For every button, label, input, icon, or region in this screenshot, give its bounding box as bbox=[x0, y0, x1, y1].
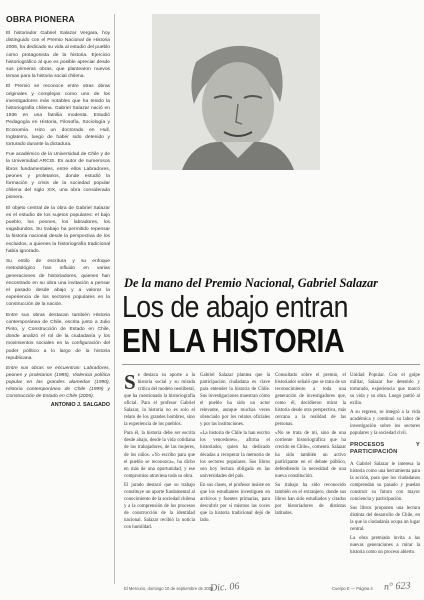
article-paragraph: «No se trata de mí, sino de una corriente historiográfica que ha crecido en Chile», comentó. Salazar ha sido también un activo participante en el debate público, defendiendo la necesidad de una nueva constitución. bbox=[275, 431, 346, 479]
article-column-2 bbox=[200, 372, 270, 574]
article-kicker: De la mano del Premio Nacional, Gabriel Salazar bbox=[124, 276, 379, 290]
sidebar-paragraph: Su estilo de escritura y su enfoque metodológico han influido en varias generaciones de historiadores, quienes han encontrado en su obra una invitación a pensar el pasado desde abajo y a valorar la experiencia de los sectores populares en la construcción de la nación. bbox=[6, 259, 110, 308]
article-paragraph: Unidad Popular. Con el golpe militar, Salazar fue detenido y torturado, experiencia que marcó su vida y su obra. Luego partió al exilio. bbox=[350, 373, 420, 407]
portrait-photo bbox=[152, 14, 320, 170]
sidebar-paragraph: El historiador Gabriel Salazar Vergara, hoy distinguido con el Premio Nacional de Historia 2006, ha dedicado su vida al estudio del pueblo como protagonista de la historia. Ejercicio historiográfico al que es posible apreciar desde sus primeras obras, que plantearon nuevos temas para la historia social chilena. bbox=[6, 31, 110, 80]
drop-cap: S bbox=[124, 372, 136, 394]
sidebar-box bbox=[6, 14, 110, 588]
article-paragraph: En sus clases, el profesor insiste en que los estudiantes investiguen en archivos y fuentes primarias, para descubrir por sí mismos las voces que la historia tradicional dejó de lado. bbox=[200, 482, 270, 523]
article-paragraph: e destaca su aporte a la historia social y su mirada crítica del modelo neoliberal, que ha cuestionado la historiografía oficial. Para el profesor Gabriel Salazar, la historia no es solo el relato de los grandes hombres, sino la experiencia de los pueblos. bbox=[124, 373, 195, 428]
handwritten-date: Dic. 06 bbox=[209, 580, 240, 595]
article-paragraph: A su regreso, se integró a la vida académica y continuó su labor de investigación sobre los sectores populares y la sociedad civil. bbox=[350, 410, 420, 437]
article-paragraph: A Gabriel Salazar le interesa la historia como una herramienta para la acción, para que los ciudadanos comprendan su pasado y puedan construir su futuro con mayor conciencia y participación. bbox=[350, 461, 420, 502]
footer-left: El Mercurio, domingo 10 de septiembre de 2006 bbox=[124, 586, 214, 591]
article-paragraph: La obra premiada invita a las nuevas generaciones a mirar la historia como un proceso abierto. bbox=[350, 535, 420, 556]
article-column-4 bbox=[350, 372, 420, 574]
sidebar-paragraph: El objeto central de la obra de Gabriel Salazar es el estudio de los sujetos populares: el bajo pueblo, los peones, los labradores, los vagabundos. Su trabajo ha permitido repensar la historia nacional desde la perspectiva de los excluidos, a quienes la historiografía tradicional había ignorado. bbox=[6, 205, 110, 254]
article-paragraph: Para él, la historia debe ser escrita desde abajo, desde la vida cotidiana de los trabajadores, de las mujeres, de los niños. «Yo escribo para que el pueblo se reconozca», ha dicho en más de una oportunidad, y ese compromiso atraviesa toda su obra. bbox=[124, 431, 195, 479]
sidebar-author: ANTONIO J. SALGADO bbox=[50, 401, 110, 408]
section-heading: PROCESOS Y PARTICIPACIÓN bbox=[350, 442, 420, 456]
portrait-illustration bbox=[152, 14, 320, 170]
headline-line-1: Los de abajo entran bbox=[122, 289, 348, 324]
article-column-3 bbox=[275, 372, 346, 574]
sidebar-bibliography: Entre sus obras se encuentran: Labradores, peones y proletarios (1985), Violencia política popular en las grandes alamedas (1990), Historia contemporánea de Chile (1999) y Construcción de Estado en Chile (2005). bbox=[6, 365, 110, 399]
sidebar-paragraph: El Premio se reconoce entre otras obras originales y complejas como uno de los investigadores más notables que ha tenido la historiografía chilena. Gabriel Salazar nació en 1936 en una familia modesta. Estudió Pedagogía en Historia, Filosofía, Sociología y Economía. Hizo un doctorado en Hull, Inglaterra, luego de haber sido detenido y torturado durante la dictadura. bbox=[6, 84, 110, 148]
sidebar-paragraph: Entre sus obras destacan también Historia contemporánea de Chile, escrita junto a Julio Pinto, y Construcción de Estado en Chile, donde analizó el rol de la ciudadanía y los movimientos sociales en la configuración del poder político a lo largo de la historia republicana. bbox=[6, 312, 110, 361]
article-paragraph: Gabriel Salazar plantea que la participación ciudadana es clave para entender la historia de Chile. Sus investigaciones muestran cómo el pueblo ha sido un actor relevante, aunque muchas veces silenciado por los relatos oficiales y por las instituciones. bbox=[200, 373, 270, 428]
article-paragraph: Su trabajo ha sido reconocido también en el extranjero, donde sus libros han sido estudiados y citados por historiadores de distintas latitudes. bbox=[275, 482, 346, 516]
footer-right: Cuerpo E — Página 4 bbox=[332, 586, 373, 591]
handwritten-number: n° 623 bbox=[383, 580, 411, 593]
article-column-1 bbox=[124, 372, 195, 574]
column-divider bbox=[114, 14, 115, 584]
headline-line-2: EN LA HISTORIA bbox=[122, 322, 345, 359]
article-paragraph: El jurado destacó que su trabajo constituye un aporte fundamental al conocimiento de la sociedad chilena y a la comprensión de los procesos de construcción de la identidad nacional. Salazar recibió la noticia con humildad. bbox=[124, 482, 195, 530]
article-paragraph: Consultado sobre el premio, el historiador señaló que se trata de un reconocimiento a toda una generación de investigadores que, como él, decidieron mirar la historia desde otra perspectiva, más cercana a la realidad de las personas. bbox=[275, 373, 346, 428]
sidebar-heading: OBRA PIONERA bbox=[6, 14, 75, 24]
headline-rule bbox=[122, 364, 420, 365]
sidebar-paragraph: Fue académico de la Universidad de Chile y de la Universidad ARCIS. Es autor de numerosos libros fundamentales, entre ellos Labradores, peones y proletarios, donde estudió la formación y crisis de la sociedad popular chilena del siglo XIX, una obra considerada pionera. bbox=[6, 152, 110, 201]
article-paragraph: Sus libros proponen una lectura distinta del desarrollo de Chile, en la que la ciudadanía ocupa un lugar central. bbox=[350, 505, 420, 532]
article-paragraph: «La historia de Chile la han escrito los vencedores», afirma el historiador, quien ha dedicado décadas a recuperar la memoria de los sectores populares. Sus libros son hoy lectura obligada en las universidades del país. bbox=[200, 431, 270, 479]
